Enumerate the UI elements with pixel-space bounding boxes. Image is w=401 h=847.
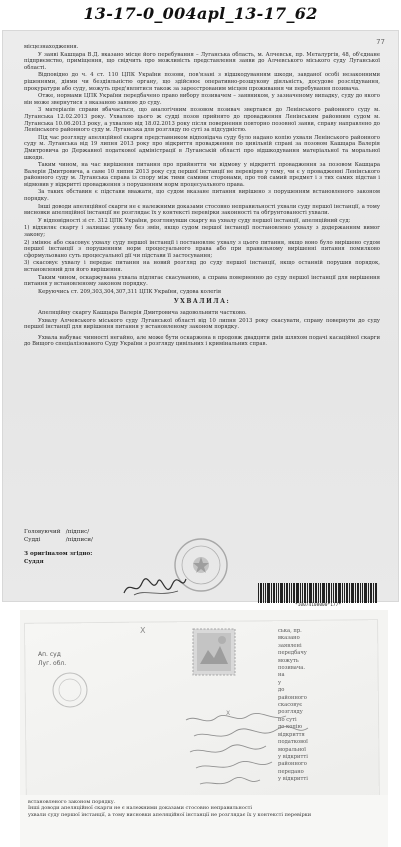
ruling-paragraph: Інші доводи апеляційної скарги не є належними доказами стосовно неправильності ухвали суду першої інстанції, а тому висновки апеляційної інстанції не розглядає їх у контексті перевірки законності та обґрунтованості ухвали. xyxy=(24,203,380,217)
postage-stamp-icon xyxy=(192,628,236,676)
ruling-paragraph: Таким чином, на час вирішення питання про прийняття чи відмову у відкритті провадження за позовом Кашцара Валерія Дмитровича, а саме 10 липня 2013 року суд першої інстанції не перевіряв у тому, чи є у провадженні Ленінського районного суду м. Луганська справа із спору між тими самими сторонами, про той самий предмет і з тих самих підстав і відмовив у відкритті провадження з порушенням норм процесуального права. xyxy=(24,162,380,188)
copy-label: З оригіналом згідно: xyxy=(24,551,93,557)
letter-line: районного xyxy=(278,761,307,768)
ruling-paragraph: місцезнаходження. xyxy=(24,44,79,50)
letter-line: заявлені xyxy=(278,642,302,649)
letter-line: передано xyxy=(278,768,304,775)
envelope-sender xyxy=(38,650,108,668)
ruling-paragraph: За таких обставин є підстави вважати, що судом вказане питання вирішено з порушенням встановленого законом порядку. xyxy=(24,189,380,203)
letter-line: розгляду xyxy=(278,709,303,716)
letter-line: передбачу xyxy=(278,650,307,657)
letter-line: до xyxy=(278,687,285,694)
letter-line: у відкритті xyxy=(278,776,308,783)
letter-line: позивача. xyxy=(278,665,306,672)
letter-line: скасовує xyxy=(278,702,303,709)
resolution-paragraph: Ухвалу Алчевського міського суду Луганської області від 10 липня 2013 року скасувати, справу повернути до суду першої інстанції для вирішення питання у встановленому законом порядку. xyxy=(24,317,380,331)
ruling-paragraph: Таким чином, оскаржувана ухвала підлягає скасуванню, а справа поверненню до суду першої інстанції для вирішення питання у встановленому законом порядку. xyxy=(24,274,380,288)
ruling-paragraph: Відповідно до ч. 4 ст. 110 ЦПК України позови, пов'язані з відшкодуванням шкоди, завданої особі незаконними рішеннями, діями чи бездіяльністю органу, що здійснює оперативно-розшукову діяльність, досудове розслідування, прокуратури або суду, можуть пред'являтися також за зареєстрованим місцем проживання чи перебування позивача. xyxy=(24,72,380,92)
judges-label: Судді xyxy=(24,537,41,543)
envelope-photo xyxy=(20,610,388,847)
ruling-paragraph: У заяві Кашцара В.Д. вказано місце його перебування – Луганська область, м. Алчевськ, пр. Металургів, 48, об'єднане підприємство, приміщення, що свідчить про можливість представлення заяви до Алчевського міського суду Луганської області. xyxy=(24,51,380,71)
judges-value: /підписи/ xyxy=(65,537,93,543)
ruling-list-item: 1) відхиляє скаргу і залишає ухвалу без змін, якщо судом першої інстанції постановлено ухвалу з додержанням вимог закону; xyxy=(24,225,380,239)
ruling-body xyxy=(24,44,380,349)
presiding-value: /підпис/ xyxy=(65,529,90,535)
ruling-paragraph: З матеріалів справи вбачається, що аналогічним позовом позивач звертався до Ленінського районного суду м. Луганська 12.02.2013 року. Ухвалою цього ж судді позов прийнято до провадження Ленінським районним судом м. Луганська 10.06.2013 року, а ухвалою від 18.02.2013 року після повернення повторно позовної заяви, справу направлено до Ленінського районного суду м. Луганська для розгляду по суті за підсудністю. xyxy=(24,107,380,134)
letter-fragment xyxy=(20,795,388,847)
letter-fragment-line: встановленого законом порядку. xyxy=(28,799,116,805)
ruling-list-item: 2) змінює або скасовує ухвалу суду першої інстанції і постановляє ухвалу з цього питання, якщо воно було вирішено судом першої інстанції з порушенням норм процесуального права або при правильному вирішенні питання помилково сформульовано суть процесуальної дії чи підстави її застосування; xyxy=(24,239,380,259)
letter-line: вказано xyxy=(278,635,300,642)
resolution-paragraph: Ухвала набуває чинності негайно, але може бути оскаржена в продовж двадцяти днів шляхом подачі касаційної скарги до Вищого спеціалізованого Суду України з розгляду цивільних і кримінальних справ. xyxy=(24,334,380,348)
barcode-icon xyxy=(258,583,378,603)
sender-line: Луг. обл. xyxy=(38,660,67,667)
resolution-paragraph: Апеляційну скаргу Кашцара Валерія Дмитровича задовольнити частково. xyxy=(38,309,247,316)
ruling-paragraph: Отже, нормами ЦПК України передбачено право вибору позивачем – заявником, у зазначеному випадку, суду до якого він може звернутися з вказаною заявою до суду. xyxy=(24,93,380,106)
ruling-paragraph: Під час розгляду апеляційної скарги представником відповідача суду було надано копію ухвали Ленінського районного суду м. Луганська від 19 липня 2013 року про відкриття провадження по цивільній справі за позовом Кашцара Валерія Дмитровича до Державної податкової адміністрації в Луганській області про відшкодування матеріальної та моральної шкоди. xyxy=(24,134,380,161)
handwritten-address-icon xyxy=(176,710,316,800)
postmark-icon xyxy=(50,670,90,710)
letter-fragment-line: Інші доводи апеляційної скарги не є належними доказами стосовно неправильності xyxy=(28,805,252,812)
presiding-label: Головуючий xyxy=(24,529,61,535)
barcode-number: *10074108000*177* xyxy=(294,603,342,608)
resolution-heading: УХВАЛИЛА: xyxy=(173,298,231,306)
page-corner-mark: 77 xyxy=(376,38,385,46)
letter-line: у xyxy=(278,679,282,686)
letter-line: до копію xyxy=(278,724,302,731)
judge-label: Суддя xyxy=(24,559,44,565)
letter-line: по суті xyxy=(278,716,297,723)
letter-line: у відкритті xyxy=(278,753,308,760)
letter-fragment-line: ухвали суду першої інстанції, а тому висновки апеляційної інстанції не розглядає їх у контексті перевірки xyxy=(28,811,312,818)
letter-line: моральної xyxy=(278,746,306,753)
letter-line: на xyxy=(278,672,285,679)
ruling-list-item: 3) скасовує ухвалу і передає питання на новий розгляд до суду першої інстанції, якщо останній порушив порядок, встановлений для його вирішення. xyxy=(24,260,380,273)
letter-line: податкової xyxy=(278,739,308,746)
ruling-paragraph: У відповідності зі ст. 312 ЦПК України, розглянувши скаргу на ухвалу суду першої інстанції, апеляційний суд: xyxy=(38,217,351,224)
ruling-paragraph: Керуючись ст. 209,303,304,307,311 ЦПК України, судова колегія xyxy=(38,288,222,295)
letter-line: ська, пр. xyxy=(278,628,302,634)
document-title: 13-17-0_004apl_13-17_62 xyxy=(83,4,318,23)
letter-line: районного xyxy=(278,694,307,701)
scanned-court-ruling-page xyxy=(2,30,399,608)
envelope-mark: X xyxy=(140,626,146,635)
sender-line: Ап. суд xyxy=(38,651,61,658)
envelope-mark-mid: X xyxy=(226,710,231,717)
letter-line: відкриття xyxy=(278,731,305,738)
signature-icon xyxy=(120,573,190,601)
letter-line: можуть xyxy=(278,657,299,664)
